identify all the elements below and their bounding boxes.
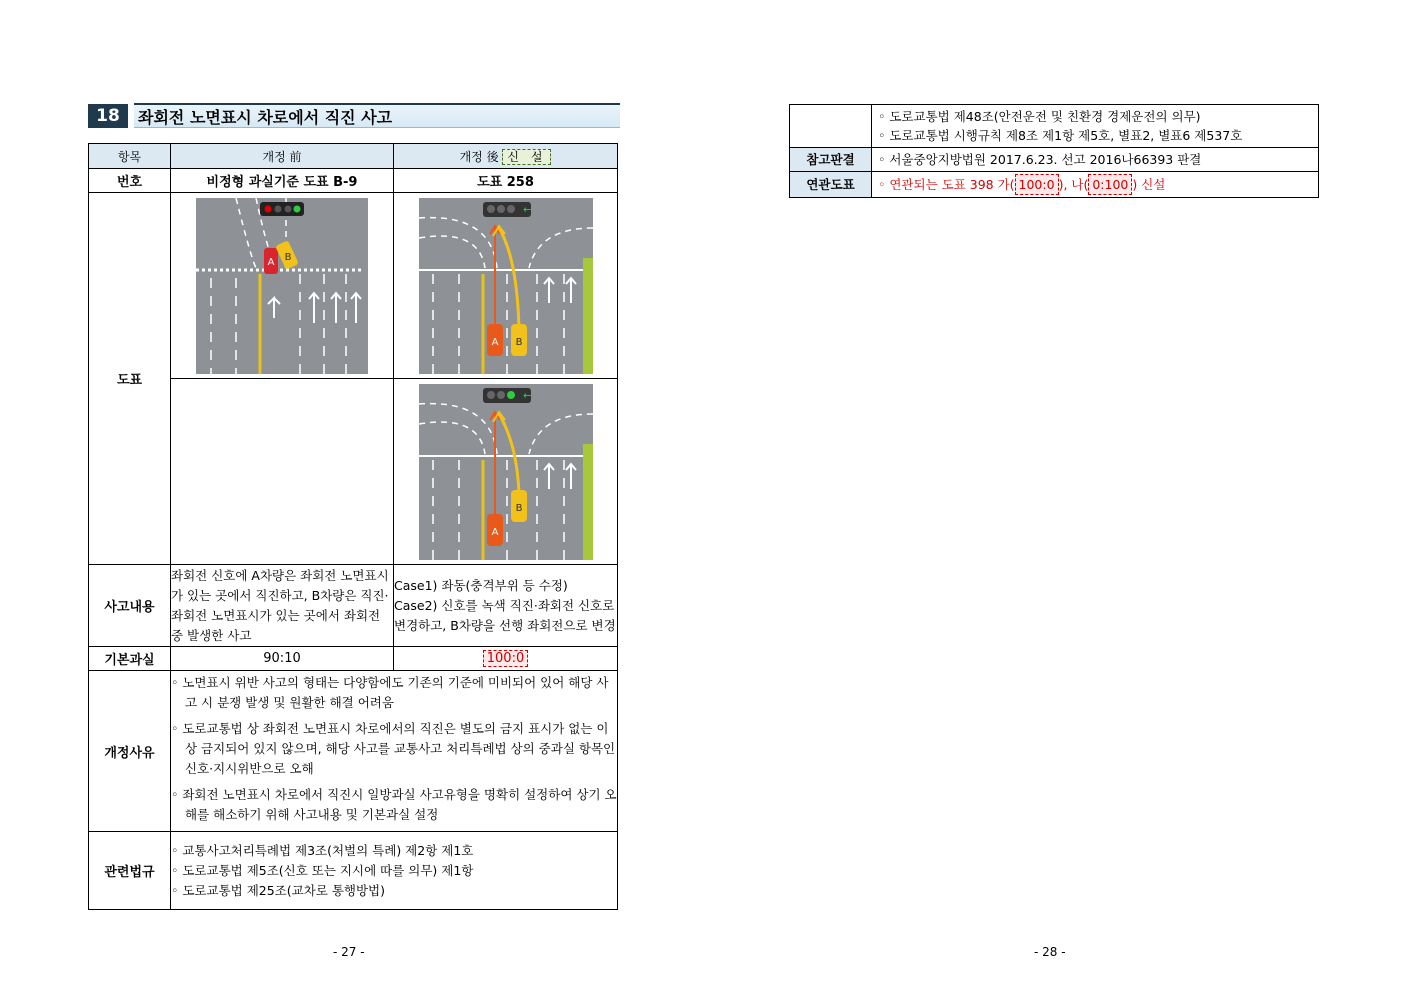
case2-diagram	[419, 384, 593, 560]
svg-text:B: B	[515, 502, 522, 514]
law-item: ◦ 도로교통법 제25조(교차로 통행방법)	[171, 882, 386, 898]
related-text	[872, 172, 1319, 198]
accident-after	[394, 565, 618, 647]
section-number: 18	[88, 104, 128, 128]
ref-empty-label	[790, 105, 872, 148]
svg-text:B: B	[284, 251, 292, 263]
svg-text:A: A	[267, 256, 275, 268]
related-label: 연관도표	[790, 172, 872, 198]
header-after	[394, 144, 618, 169]
number-before: 비정형 과실기준 도표 B-9	[171, 169, 394, 193]
new-badge: 신 설	[502, 149, 551, 165]
ref-law-items	[872, 105, 1319, 148]
section-heading: 좌회전 노면표시 차로에서 직진 사고	[134, 103, 620, 128]
reason-content	[171, 671, 618, 832]
header-after-label: 개정 後	[459, 149, 499, 164]
svg-text:←: ←	[522, 388, 532, 402]
header-before: 개정 前	[171, 144, 394, 169]
svg-text:B: B	[515, 336, 522, 348]
reason-label: 개정사유	[89, 671, 171, 832]
reason-item: ◦ 도로교통법 상 좌회전 노면표시 차로에서의 직진은 별도의 금지 표시가 없는 이상 금지되어 있지 않으며, 해당 사고를 교통사고 처리특례법 상의 중과실 항목인 신호·지시위반으로 오해	[171, 721, 616, 776]
section-title	[88, 103, 620, 128]
ref-law-item: ◦ 도로교통법 시행규칙 제8조 제1항 제5호, 별표2, 별표6 제537호	[878, 128, 1243, 143]
law-content	[171, 832, 618, 910]
svg-text:←: ←	[522, 202, 532, 216]
accident-label: 사고내용	[89, 565, 171, 647]
page-number-right: - 28 -	[1034, 945, 1066, 959]
ref-law-item: ◦ 도로교통법 제48조(안전운전 및 친환경 경제운전의 의무)	[878, 109, 1201, 124]
diagram-before	[171, 193, 394, 379]
case1-diagram	[419, 198, 593, 374]
diagram-after-case2	[394, 379, 618, 565]
fault-label: 기본과실	[89, 647, 171, 671]
svg-text:A: A	[491, 526, 498, 538]
law-item: ◦ 교통사고처리특례법 제3조(처벌의 특례) 제2항 제1호	[171, 842, 474, 858]
related-box-2: 0:100	[1088, 174, 1132, 195]
fault-after: 100:0	[483, 650, 528, 667]
before-accident-diagram	[196, 198, 368, 374]
case-text: ◦ 서울중앙지방법원 2017.6.23. 선고 2016나66393 판결	[872, 148, 1319, 172]
fault-before: 90:10	[171, 647, 394, 671]
accident-before: 좌회전 신호에 A차량은 좌회전 노면표시가 있는 곳에서 직진하고, B차량은 직진·좌회전 노면표시가 있는 곳에서 좌회전 중 발생한 사고	[171, 565, 394, 647]
accident-case2: Case2) 신호를 녹색 직진·좌회전 신호로 변경하고, B차량을 선행 좌회전으로 변경	[394, 597, 616, 633]
accident-case1: Case1) 좌동(충격부위 등 수정)	[394, 577, 568, 593]
number-label: 번호	[89, 169, 171, 193]
law-label: 관련법규	[89, 832, 171, 910]
comparison-table	[88, 143, 618, 910]
number-after: 도표 258	[394, 169, 618, 193]
reference-table	[789, 104, 1319, 198]
law-item: ◦ 도로교통법 제5조(신호 또는 지시에 따를 의무) 제1항	[171, 862, 474, 878]
diagram-before-empty	[171, 379, 394, 565]
related-box-1: 100:0	[1015, 174, 1059, 195]
fault-after-cell	[394, 647, 618, 671]
reason-item: ◦ 좌회전 노면표시 차로에서 직진시 일방과실 사고유형을 명확히 설정하여 상기 오해를 해소하기 위해 사고내용 및 기본과실 설정	[171, 787, 617, 822]
related-prefix: ◦ 연관되는 도표 398 가(	[878, 177, 1015, 192]
case-label: 참고판결	[790, 148, 872, 172]
diagram-label: 도표	[89, 193, 171, 565]
related-suffix: ) 신설	[1132, 177, 1166, 192]
header-item: 항목	[89, 144, 171, 169]
related-mid: ), 나(	[1058, 177, 1089, 192]
page-number-left: - 27 -	[333, 945, 365, 959]
reason-item: ◦ 노면표시 위반 사고의 형태는 다양함에도 기존의 기준에 미비되어 있어 해당 사고 시 분쟁 발생 및 원활한 해결 어려움	[171, 675, 609, 710]
svg-text:A: A	[491, 336, 498, 348]
diagram-after-case1	[394, 193, 618, 379]
